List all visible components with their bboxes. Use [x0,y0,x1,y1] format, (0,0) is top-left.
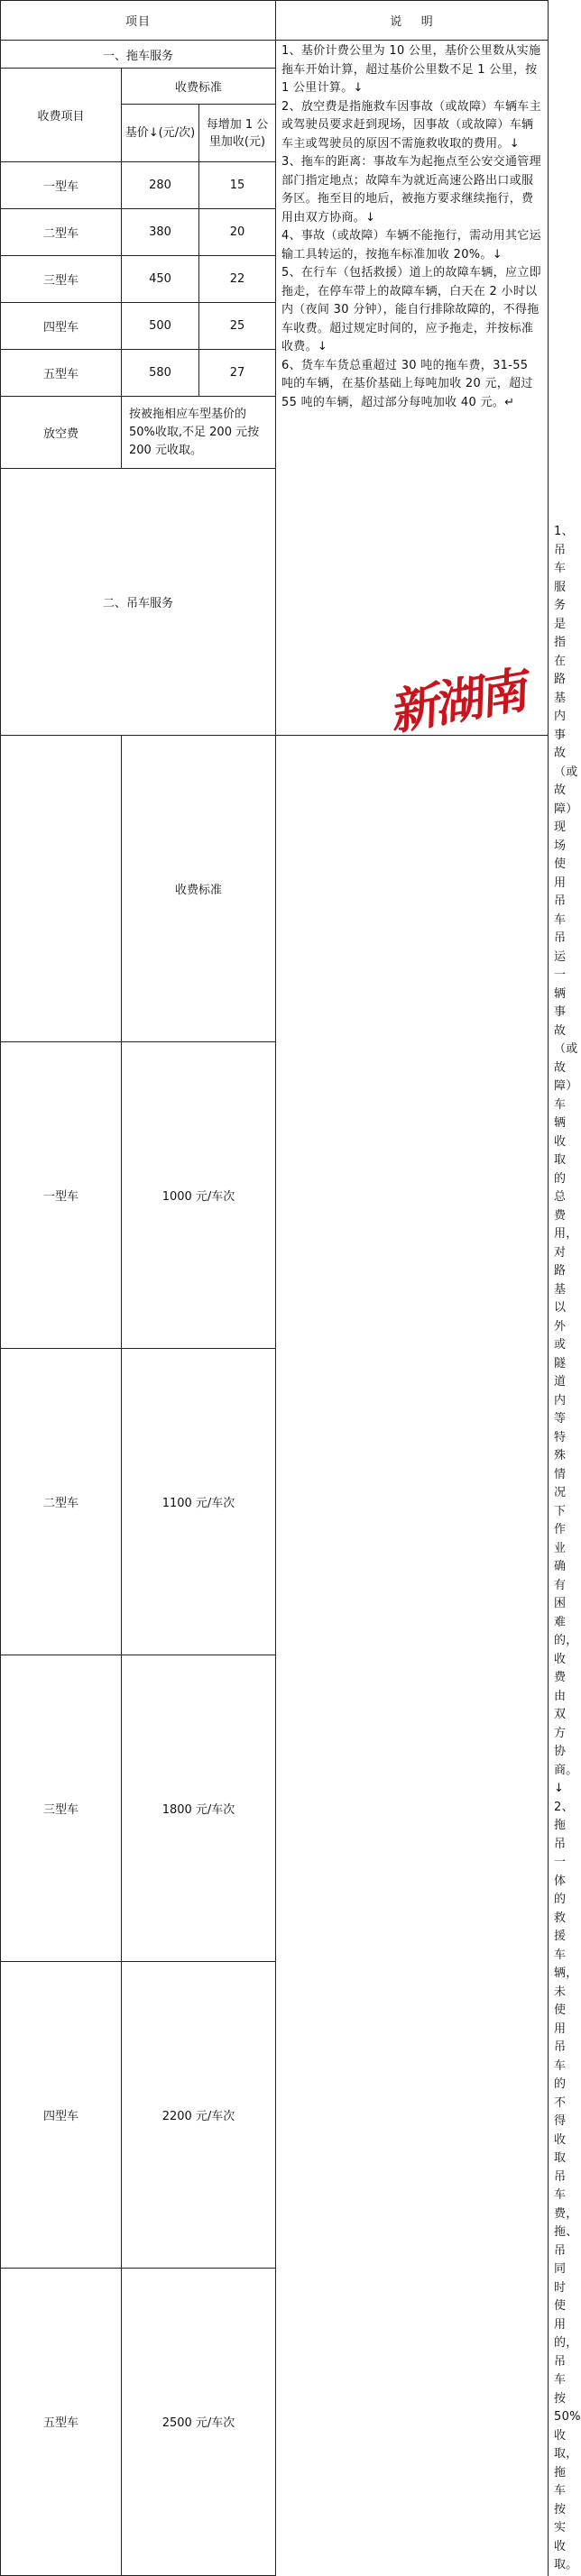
crane-price: 1100 元/车次 [122,1348,276,1655]
watermark-logo: 新湖南 [392,659,528,742]
vehicle-type: 五型车 [1,2269,122,2575]
tow-note: 1、基价计费公里为 10 公里，基价公里数从实施拖车开始计算，超过基价公里数不足 1 公里，按 1 公里计算。↓ [281,44,541,95]
header-description: 说 明 [276,1,549,41]
crane-section-title: 二、吊车服务 [1,469,276,736]
tow-note: 4、事故（或故障）车辆不能拖行，需动用其它运输工具转运的，按拖车标准加收 20%。↓ [281,229,541,261]
fee-standard-label: 收费标准 [122,69,276,105]
vehicle-type: 三型车 [1,256,122,303]
tow-note: 5、在行车（包括救援）道上的故障车辆，应立即拖走，在停车带上的故障车辆，白天在 2 小时以内（夜间 30 分钟），能自行排除故障的，不得拖车收费。超过规定时间的，应予拖走，并按标准收费。↓ [281,266,541,353]
vehicle-type: 一型车 [1,1041,122,1348]
per-km-price: 15 [199,162,276,209]
vehicle-type: 五型车 [1,350,122,397]
base-price: 280 [122,162,199,209]
vehicle-type: 二型车 [1,1348,122,1655]
base-price: 380 [122,209,199,256]
tow-notes [276,41,549,736]
empty-fee-text: 按被拖相应车型基价的 50%收取,不足 200 元按 200 元收取。 [122,397,276,469]
per-km-price: 25 [199,303,276,350]
vehicle-type: 一型车 [1,162,122,209]
tow-note: 2、放空费是指施救车因事故（或故障）车辆车主或驾驶员要求赶到现场，因事故（或故障）车辆车主或驾驶员的原因不需施救收取的费用。↓ [281,99,541,151]
header-item: 项目 [1,1,276,41]
crane-price: 1000 元/车次 [122,1041,276,1348]
vehicle-type: 二型车 [1,209,122,256]
base-price: 450 [122,256,199,303]
per-km-price: 27 [199,350,276,397]
vehicle-type: 四型车 [1,303,122,350]
base-price: 500 [122,303,199,350]
tow-section-title: 一、拖车服务 [1,41,276,69]
per-km-label: 每增加 1 公里加收(元) [199,105,276,162]
crane-fee-standard-label: 收费标准 [122,735,276,1041]
tow-note: 6、货车车货总重超过 30 吨的拖车费，31-55 吨的车辆，在基价基础上每吨加收 20 元，超过 55 吨的车辆，超过部分每吨加收 40 元。↵ [281,358,533,409]
per-km-price: 22 [199,256,276,303]
vehicle-type: 三型车 [1,1655,122,1962]
fee-item-label: 收费项目 [1,69,122,162]
vehicle-type: 四型车 [1,1962,122,2269]
empty-cell [1,735,122,1041]
crane-price: 2500 元/车次 [122,2269,276,2575]
base-price: 580 [122,350,199,397]
crane-price: 2200 元/车次 [122,1962,276,2269]
empty-fee-label: 放空费 [1,397,122,469]
tow-note: 3、拖车的距离：事故车为起拖点至公安交通管理部门指定地点；故障车为就近高速公路出口或服务区。拖至目的地后，被拖方要求继续拖行，费用由双方协商。↓ [281,155,541,225]
per-km-price: 20 [199,209,276,256]
crane-price: 1800 元/车次 [122,1655,276,1962]
fee-table: 项目 说 明 一、拖车服务 1、基价计费公里为 10 公里，基价公里数从实施拖车开始计算，超过基价公里数不足 1 公里，按 1 公里计算。↓ 2、放空费是指施救车因事故（或故障）车辆车主或驾驶员要求赶到现场，因事故（或故障）车辆车主或驾驶员的原因不需施救收取的费用。↓ 3、拖车的距离：事故车为起拖点至公安交通管理部门指定地点；故障车为就近高速公路出口或服务区。拖至目的地后，被拖方要求继续拖行，费用由双方协商。↓ 4、事故（或故障）车辆不能拖行，需动用其它运输工具转运的，按拖车标准加收 20%。↓ 5、在行车（包括救援）道上的故障车辆，应立即拖走，在停车带上的故障车辆，白天在 2 小时以内（夜间 30 分钟），能自行排除故障的，不得拖车收费。超过规定时间的，应予拖走，并按标准收费。↓ 6、货车车货总重超过 30 吨的拖车费，31-55 吨的车辆，在基价基础上每吨加收 20 元，超过 55 吨的车辆，超过部分每吨加收 40 元。↵ 收费项目 收费标准 基价↓(元/次) 每增加 1 公里加收(元) 一型车 280 15 二型车 380 20 三型车 450 22 四型车 500 25 五型车 580 27 放空费 按被拖相应车型基价的 50%收取,不足 200 元按 200 元收取。 二、吊车服务 1、吊车服务是指在路基内事故（或故障）现场使用吊车吊运一辆事故（或故障）车辆收取的总费用，对路基以外或隧道内等特殊情况下作业确有困难的，收费由双方协商。↓ 2、拖吊一体的救援车辆，未使用吊车的不得收取吊车费，拖、吊同时使用的，吊车按 50%收取，拖车按实收取。 收费标准 一型车 1000 元/车次 二型车 1100 元/车次 三型车 1800 元/车次 四型车 2200 元/车次 五型车 2500 元/车次 [0,0,549,2576]
base-price-label: 基价↓(元/次) [122,105,199,162]
